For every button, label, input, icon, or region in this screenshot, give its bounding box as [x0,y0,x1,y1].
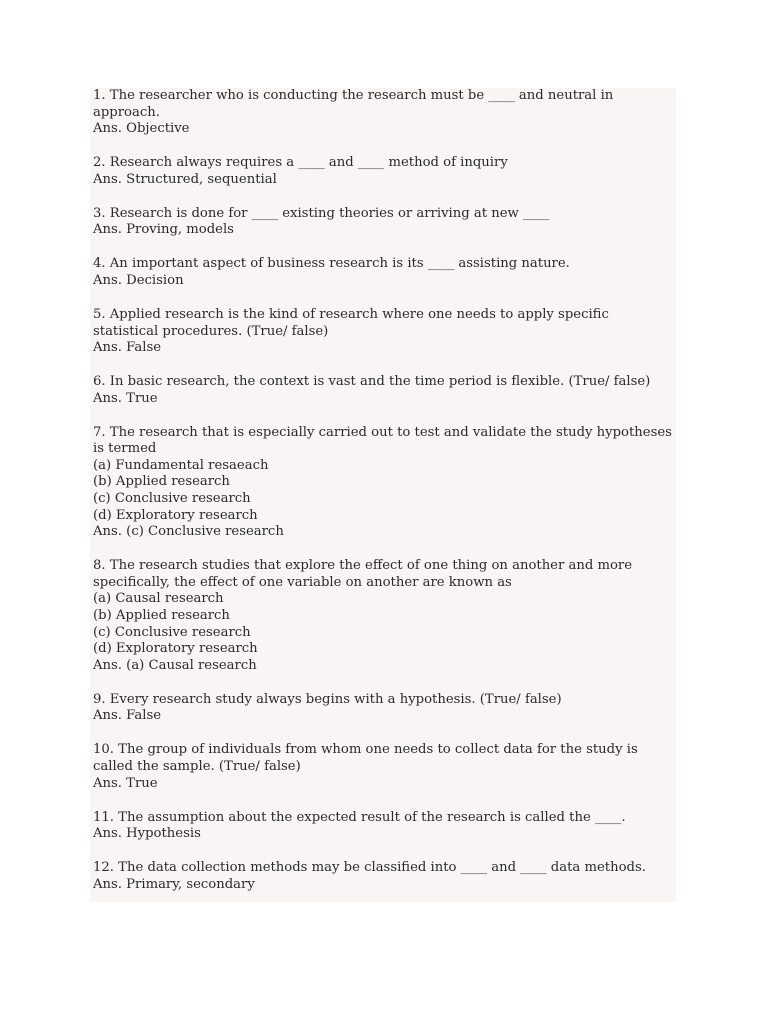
question-text: 9. Every research study always begins with a hypothesis. (True/ false) [93,691,562,707]
answer-text: Ans. False [93,708,162,724]
question-text: 10. The group of individuals from whom one needs to collect data for the study is called the sample. (True/ false) [93,742,638,774]
question-text: 6. In basic research, the context is vast and the time period is flexible. (True/ false) [93,374,651,390]
question-item [93,88,678,138]
question-item [93,256,678,289]
question-text: 7. The research that is especially carried out to test and validate the study hypotheses is termed [93,424,672,457]
question-text: 3. Research is done for ____ existing theories or arriving at new ____ [93,205,550,221]
answer-text: Ans. Hypothesis [93,826,201,842]
question-item [93,692,678,725]
question-item [93,206,678,239]
question-text: 8. The research studies that explore the effect of one thing on another and more specifically, the effect of one variable on another are known as [93,558,633,590]
question-item [93,155,678,188]
answer-text: Ans. False [93,340,162,356]
answer-option: (a) Causal research [93,591,224,607]
question-text: 1. The researcher who is conducting the research must be ____ and neutral in approach. [93,88,614,120]
answer-text: Ans. (a) Causal research [93,657,257,673]
answer-option: (c) Conclusive research [93,491,251,507]
question-item [93,860,678,893]
answer-option: (a) Fundamental resaeach [93,457,269,473]
question-item [93,307,678,357]
answer-text: Ans. Objective [93,121,190,137]
question-text: 4. An important aspect of business research is its ____ assisting nature. [93,256,570,272]
question-text: 11. The assumption about the expected result of the research is called the ____. [93,809,626,825]
answer-options [93,591,678,657]
answer-text: Ans. True [93,775,158,791]
question-item [93,425,678,541]
question-item [93,374,678,407]
answer-option: (d) Exploratory research [93,507,258,523]
question-text: 2. Research always requires a ____ and ____ method of inquiry [93,155,508,171]
question-text: 5. Applied research is the kind of research where one needs to apply specific statistical procedures. (True/ false) [93,306,609,339]
answer-text: Ans. Structured, sequential [93,171,277,187]
answer-option: (c) Conclusive research [93,624,251,640]
answer-options [93,458,678,524]
answer-text: Ans. Proving, models [93,222,234,238]
question-list [93,88,678,911]
question-item [93,810,678,843]
question-text: 12. The data collection methods may be classified into ____ and ____ data methods. [93,860,646,876]
answer-option: (b) Applied research [93,607,230,623]
answer-text: Ans. Primary, secondary [93,876,255,892]
answer-option: (d) Exploratory research [93,641,258,657]
answer-text: Ans. Decision [93,272,184,288]
answer-option: (b) Applied research [93,474,230,490]
question-item [93,742,678,792]
question-item [93,558,678,674]
answer-text: Ans. True [93,390,158,406]
answer-text: Ans. (c) Conclusive research [93,524,284,540]
